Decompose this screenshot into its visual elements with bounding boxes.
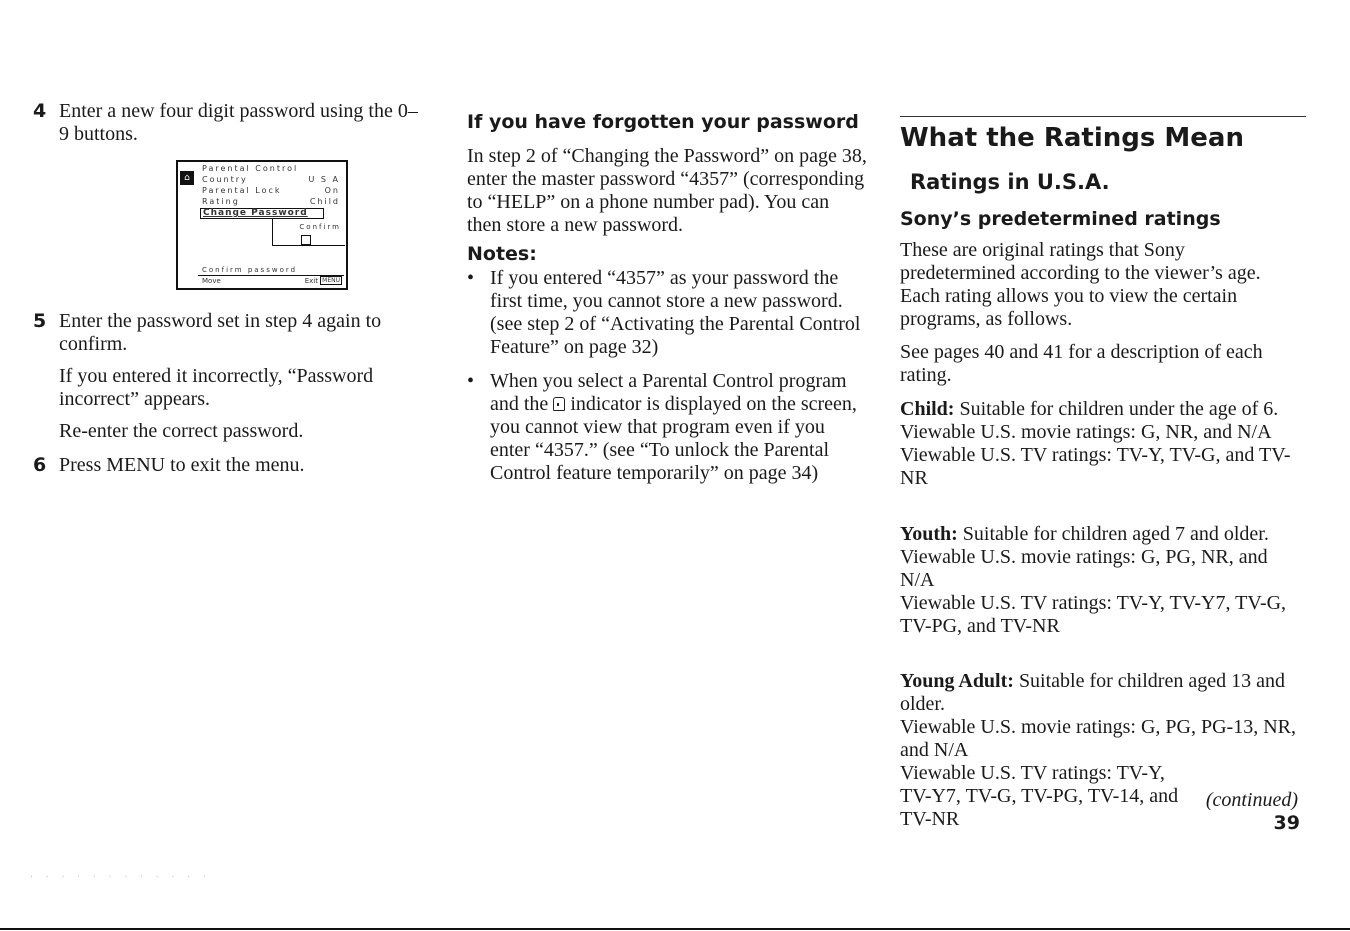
osd-bottom-bar: Move Exit MENU xyxy=(198,275,344,286)
step-text: Re-enter the correct password. xyxy=(59,420,304,442)
osd-row-rating: Rating Child xyxy=(202,197,340,206)
intro-text: These are original ratings that Sony predetermined according to the viewer’s age. Each rating allows you to view the certain programs, as follows. xyxy=(900,239,1261,330)
osd-confirm-box: Confirm xyxy=(272,219,345,246)
subsection-heading: Sony’s predetermined ratings xyxy=(900,208,1221,230)
step-text: Enter a new four digit password using the 0–9 buttons. xyxy=(59,100,418,145)
osd-title: Parental Control xyxy=(202,164,299,173)
parental-control-menu-screenshot xyxy=(176,160,348,290)
list-item: • If you entered “4357” as your password the first time, you cannot store a new password. (see step 2 of “Activating the Parental Control Feature” on page 32) xyxy=(467,267,867,359)
osd-row-country: Country U S A xyxy=(202,175,340,184)
continued-note: (continued) xyxy=(1205,789,1298,811)
step-number: 6 xyxy=(33,454,47,476)
step-text: If you entered it incorrectly, “Password incorrect” appears. xyxy=(59,365,374,410)
section-subtitle: Ratings in U.S.A. xyxy=(910,170,1110,194)
page-number: 39 xyxy=(1273,812,1300,834)
lock-indicator-icon xyxy=(553,397,565,411)
section-heading: If you have forgotten your password xyxy=(467,111,859,133)
list-item: • When you select a Parental Control program and the indicator is displayed on the screen, you cannot view that program even if you enter “4357.” (see “To unlock the Parental Control feature temporarily” on page 34) xyxy=(467,370,867,485)
rating-young-adult: Young Adult: Suitable for children aged 13 and older. Viewable U.S. movie ratings: G, PG, PG-13, NR, and N/A Viewable U.S. TV ratings: TV-Y, TV-Y7, TV-G, TV-PG, TV-14, and TV-NR xyxy=(900,670,1296,830)
step-text: Press MENU to exit the menu. xyxy=(59,454,305,476)
notes-heading: Notes: xyxy=(467,243,537,265)
osd-selected-change-password: Change Password xyxy=(200,208,324,219)
forgot-body: In step 2 of “Changing the Password” on page 38, enter the master password “4357” (corresponding to “HELP” on a phone number pad). You can then store a new password. xyxy=(467,145,867,236)
notes-list xyxy=(467,267,867,485)
osd-footer-confirm: Confirm password xyxy=(202,266,298,274)
page-title: What the Ratings Mean xyxy=(900,123,1244,153)
scan-artifacts: . . . . . . . . . . . . xyxy=(30,870,211,880)
step-number: 4 xyxy=(33,100,47,122)
password-digit-box xyxy=(301,235,311,245)
osd-row-parental-lock: Parental Lock On xyxy=(202,186,340,195)
rating-child: Child: Suitable for children under the age of 6. Viewable U.S. movie ratings: G, NR, and N/A Viewable U.S. TV ratings: TV-Y, TV-G, and TV-NR xyxy=(900,398,1291,489)
forgotten-password-section xyxy=(467,111,867,496)
divider xyxy=(900,116,1306,117)
menu-key-icon: MENU xyxy=(322,277,340,284)
step-text: Enter the password set in step 4 again to confirm. xyxy=(59,310,382,355)
page-bottom-edge xyxy=(0,928,1350,930)
step-number: 5 xyxy=(33,310,47,332)
see-pages-text: See pages 40 and 41 for a description of each rating. xyxy=(900,341,1263,386)
lock-icon: ⌂ xyxy=(180,171,194,185)
rating-youth: Youth: Suitable for children aged 7 and older. Viewable U.S. movie ratings: G, PG, NR, and N/A Viewable U.S. TV ratings: TV-Y, TV-Y7, TV-G, TV-PG, and TV-NR xyxy=(900,523,1287,637)
